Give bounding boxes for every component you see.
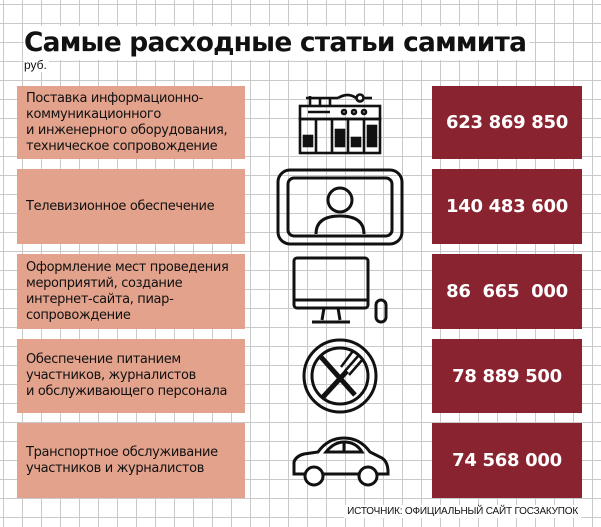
expense-row — [0, 339, 601, 413]
unit-label: руб. — [24, 58, 47, 72]
plate-fork-knife-icon — [301, 337, 379, 415]
expense-label-box — [17, 86, 245, 159]
car-icon — [288, 432, 392, 490]
chart-title: Самые расходные статьи саммита — [24, 26, 530, 60]
expense-label: Оформление мест проведения мероприятий, создание интернет-сайта, пиар- сопровождение — [26, 259, 229, 323]
expense-value: 78 889 500 — [452, 365, 562, 387]
expense-label: Транспортное обслуживание участников и журналистов — [26, 444, 218, 476]
expense-row — [0, 86, 601, 159]
expense-value: 623 869 850 — [446, 112, 568, 133]
expense-label-box — [17, 169, 245, 244]
expense-row — [0, 169, 601, 244]
server-equipment-icon — [298, 90, 382, 156]
expense-label: Поставка информационно- коммуникационного и инженерного оборудования, техническое сопровождение — [26, 90, 228, 154]
tv-screen-person-icon — [276, 168, 404, 246]
expense-label: Обеспечение питанием участников, журналистов и обслуживающего персонала — [26, 352, 228, 399]
expense-value-box — [432, 86, 582, 159]
expense-value: 86 665 000 — [446, 281, 568, 302]
expense-value-box — [432, 254, 582, 329]
expense-label-box — [17, 339, 245, 413]
expense-value-box — [432, 169, 582, 244]
expense-label-box — [17, 254, 245, 329]
expense-row — [0, 254, 601, 329]
expense-value: 74 568 000 — [452, 450, 562, 471]
expense-value-box — [432, 339, 582, 413]
expense-value: 140 483 600 — [446, 196, 568, 217]
expense-row — [0, 423, 601, 498]
expense-label: Телевизионное обеспечение — [26, 198, 215, 214]
expense-label-box — [17, 423, 245, 498]
source-note: ИСТОЧНИК: ОФИЦИАЛЬНЫЙ САЙТ ГОСЗАКУПОК — [344, 505, 581, 518]
computer-monitor-mouse-icon — [292, 256, 388, 328]
expense-value-box — [432, 423, 582, 498]
